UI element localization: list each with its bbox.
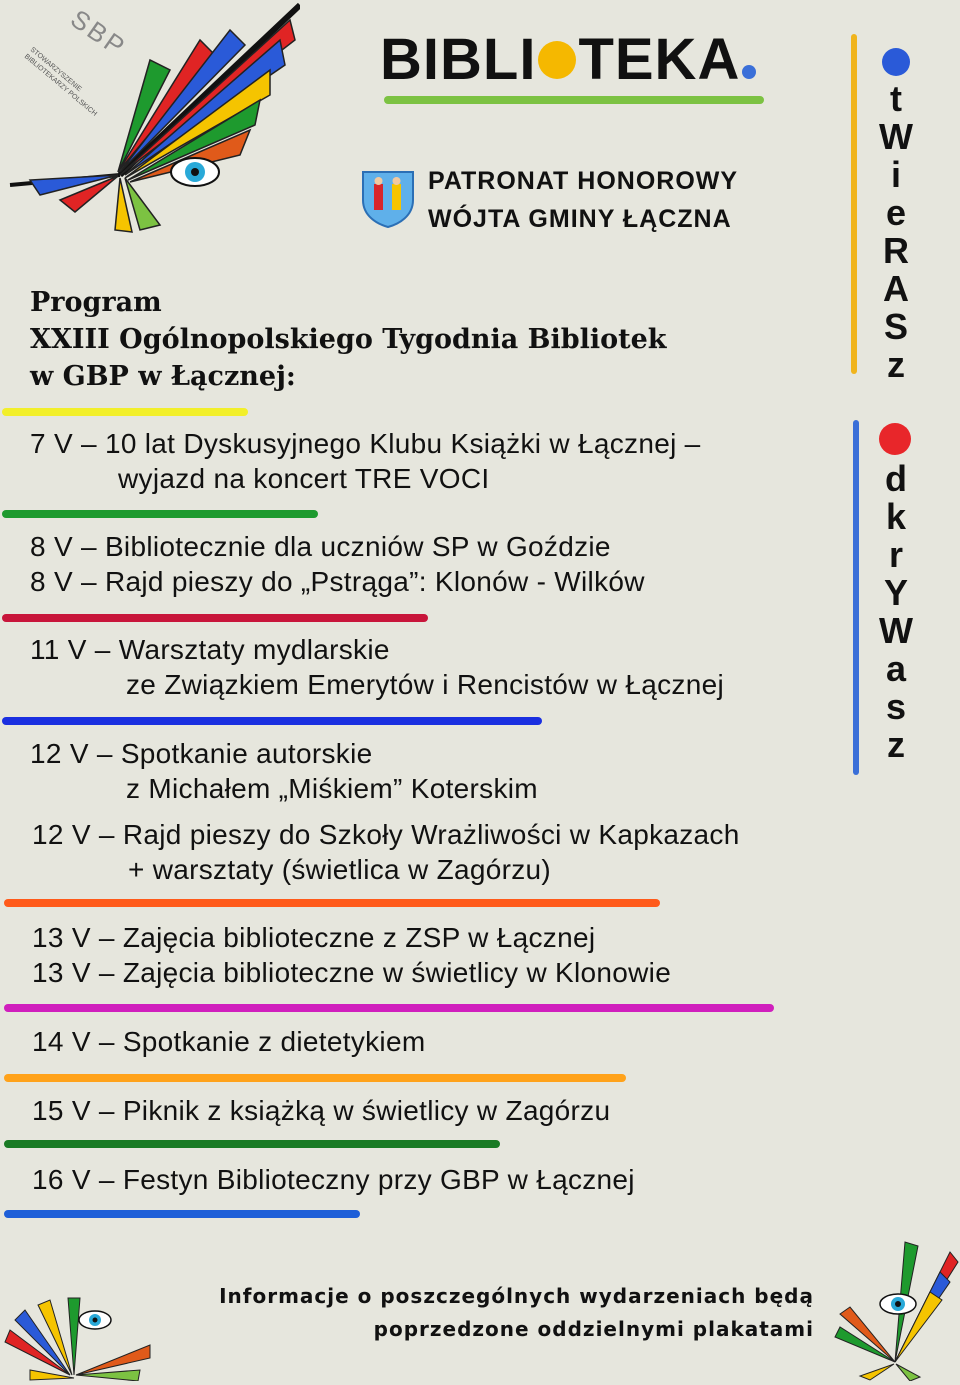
separator-bar xyxy=(2,408,248,416)
event-line: 13 V – Zajęcia biblioteczne w świetlicy w Klonowie xyxy=(32,957,672,988)
separator-bar xyxy=(4,1074,626,1082)
separator-bar xyxy=(4,1004,774,1012)
patronat-block xyxy=(428,162,738,238)
slogan2-dot-o xyxy=(879,423,911,455)
slogan-letter: W xyxy=(879,610,913,651)
slogan-letter: R xyxy=(883,230,909,271)
event-line: 15 V – Piknik z książką w świetlicy w Zagórzu xyxy=(32,1095,611,1126)
coat-of-arms-icon xyxy=(361,170,415,228)
event-line: 13 V – Zajęcia biblioteczne z ZSP w Łącznej xyxy=(32,922,596,953)
patronat-line2: WÓJTA GMINY ŁĄCZNA xyxy=(428,205,732,233)
program-line2: XXIII Ogólnopolskiego Tygodnia Bibliotek xyxy=(30,324,667,355)
program-heading xyxy=(30,284,666,395)
title-post: TEKA xyxy=(578,27,741,92)
event-entry xyxy=(30,426,701,496)
slogan-letter: e xyxy=(885,192,907,233)
slogan1-dot-o xyxy=(882,48,910,76)
event-entry xyxy=(30,529,645,599)
footer-line2: poprzedzone oddzielnymi plakatami xyxy=(373,1317,814,1341)
event-line: wyjazd na koncert TRE VOCI xyxy=(118,463,490,494)
biblioteka-logo xyxy=(380,28,756,92)
slogan-letter: i xyxy=(890,154,901,195)
slogan-letter: k xyxy=(885,496,907,537)
slogan-letter: d xyxy=(885,458,907,499)
event-line: z Michałem „Miśkiem” Koterskim xyxy=(126,773,538,804)
sbp-logo-text: SBP xyxy=(65,3,133,63)
slogan2-bar xyxy=(853,420,859,775)
event-entry xyxy=(32,920,671,990)
book-decoration-icon xyxy=(0,1290,160,1381)
footer-line1: Informacje o poszczególnych wydarzeniach będą xyxy=(219,1284,814,1308)
event-line: + warsztaty (świetlica w Zagórzu) xyxy=(128,854,552,885)
event-line: 8 V – Bibliotecznie dla uczniów SP w Goździe xyxy=(30,531,611,562)
footer-note xyxy=(219,1280,814,1346)
event-entry xyxy=(32,1024,425,1059)
slogan1-letters xyxy=(876,80,916,384)
slogan-letter: r xyxy=(888,534,903,575)
event-line: 8 V – Rajd pieszy do „Pstrąga”: Klonów - Wilków xyxy=(30,566,645,597)
slogan-letter: A xyxy=(883,268,909,309)
separator-bar xyxy=(2,614,428,622)
slogan-letter: Y xyxy=(883,572,908,613)
book-decoration-icon xyxy=(830,1232,960,1381)
event-line: 11 V – Warsztaty mydlarskie xyxy=(30,634,390,665)
event-line: ze Związkiem Emerytów i Rencistów w Łącznej xyxy=(126,669,724,700)
slogan-letter: W xyxy=(879,116,913,157)
event-entry xyxy=(32,1093,610,1128)
event-line: 12 V – Rajd pieszy do Szkoły Wrażliwości w Kapkazach xyxy=(32,819,740,850)
title-o-circle xyxy=(538,41,576,79)
program-line1: Program xyxy=(30,287,162,318)
title-pre: BIBLI xyxy=(380,27,537,92)
separator-bar xyxy=(4,899,660,907)
slogan-letter: s xyxy=(885,686,907,727)
title-dot xyxy=(742,65,756,79)
event-line: 7 V – 10 lat Dyskusyjnego Klubu Książki w Łącznej – xyxy=(30,428,701,459)
separator-bar xyxy=(4,1210,360,1218)
slogan2-letters xyxy=(876,460,916,764)
event-line: 14 V – Spotkanie z dietetykiem xyxy=(32,1026,426,1057)
event-entry xyxy=(30,632,724,702)
event-line: 16 V – Festyn Biblioteczny przy GBP w Łącznej xyxy=(32,1164,635,1195)
event-line: 12 V – Spotkanie autorskie xyxy=(30,738,373,769)
slogan-letter: z xyxy=(887,344,905,385)
event-entry xyxy=(32,817,740,887)
separator-bar xyxy=(2,717,542,725)
title-underline xyxy=(384,96,764,104)
program-line3: w GBP w Łącznej: xyxy=(30,361,296,392)
event-entry xyxy=(30,736,538,806)
separator-bar xyxy=(2,510,318,518)
slogan-letter: S xyxy=(883,306,908,347)
sbp-logo-book xyxy=(0,0,300,240)
slogan-letter: t xyxy=(890,78,902,119)
slogan1-bar xyxy=(851,34,857,374)
patronat-line1: PATRONAT HONOROWY xyxy=(428,167,739,195)
event-entry xyxy=(32,1162,635,1197)
sbp-logo-caption: STOWARZYSZENIE BIBLIOTEKARZY POLSKICH xyxy=(22,46,98,118)
slogan-letter: z xyxy=(887,724,905,765)
separator-bar xyxy=(4,1140,500,1148)
slogan-letter: a xyxy=(885,648,907,689)
